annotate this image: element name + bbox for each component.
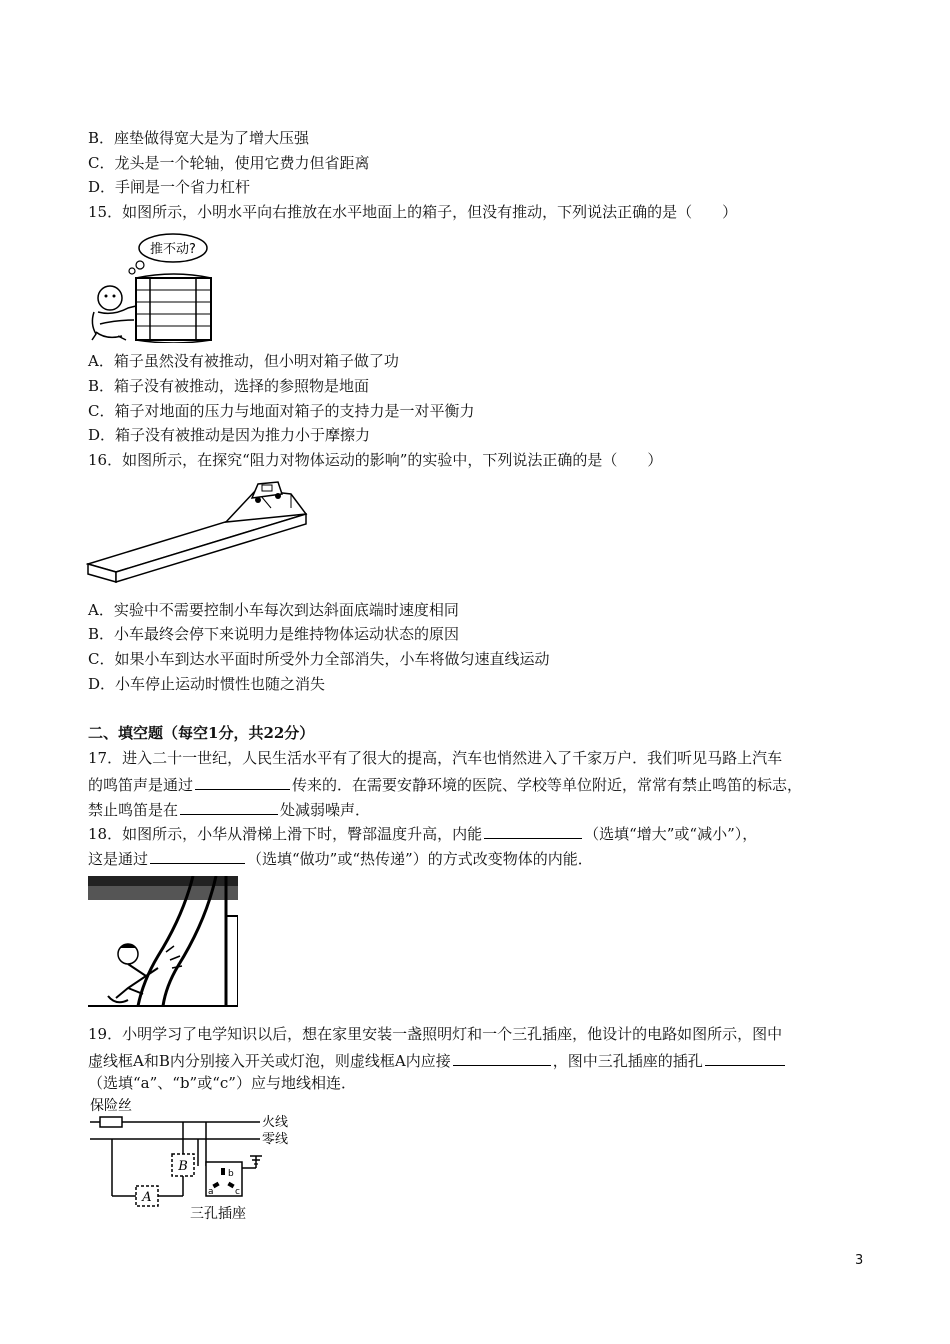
q17-line2-text-b: 传来的．在需要安静环境的医院、学校等单位附近，常常有禁止鸣笛的标志， [292, 776, 803, 794]
q14-option-d: D．手闸是一个省力杠杆 [88, 178, 251, 196]
q19-circuit-figure [88, 1096, 303, 1224]
q15-option-a: A．箱子虽然没有被推动，但小明对箱子做了功 [88, 352, 399, 370]
socket-label: 三孔插座 [190, 1206, 246, 1222]
q19-line2-text-b: ，图中三孔插座的插孔 [552, 1052, 703, 1070]
q16-option-b: B．小车最终会停下来说明力是维持物体运动状态的原因 [88, 625, 460, 643]
q18-line2-text-a: 这是通过 [88, 850, 149, 868]
fuse-label: 保险丝 [90, 1098, 132, 1114]
q15-box-push-figure [88, 228, 223, 343]
q16-stem: 16．如图所示，在探究“阻力对物体运动的影响”的实验中，下列说法正确的是（ ） [88, 451, 663, 469]
q18-line1 [88, 822, 757, 844]
q19-line2 [88, 1049, 787, 1071]
q15-stem: 15．如图所示，小明水平向右推放在水平地面上的箱子，但没有推动，下列说法正确的是（ ） [88, 203, 738, 221]
q18-blank-1[interactable] [484, 822, 582, 839]
q18-line1-text-b: （选填“增大”或“减小”）， [584, 825, 758, 843]
fuse [100, 1117, 122, 1127]
q14-option-c: C．龙头是一个轮轴，使用它费力但省距离 [88, 154, 370, 172]
q17-line2 [88, 773, 802, 795]
q14-option-b: B．座垫做得宽大是为了增大压强 [88, 129, 310, 147]
svg-text:B: B [178, 1159, 188, 1174]
child-sliding [108, 944, 182, 1002]
q15-option-d: D．箱子没有被推动是因为推力小于摩擦力 [88, 426, 371, 444]
q17-line3-text-a: 禁止鸣笛是在 [88, 801, 179, 819]
q15-option-b: B．箱子没有被推动，选择的参照物是地面 [88, 377, 370, 395]
q17-line2-text-a: 的鸣笛声是通过 [88, 776, 194, 794]
bubble-text: 推不动? [150, 242, 196, 257]
q17-line3-text-b: 处减弱噪声． [280, 801, 371, 819]
q19-blank-2[interactable] [705, 1049, 785, 1066]
svg-text:c: c [235, 1187, 240, 1197]
q19-line1: 19．小明学习了电学知识以后，想在家里安装一盏照明灯和一个三孔插座，他设计的电路如图所示，图中 [88, 1025, 783, 1043]
q16-ramp-figure [86, 476, 308, 591]
neutral-wire-label: 零线 [262, 1132, 289, 1147]
q18-slide-figure [88, 876, 238, 1016]
boy-head [98, 286, 122, 310]
section-title-fill-in: 二、填空题（每空1分，共22分） [88, 724, 315, 742]
q16-option-c: C．如果小车到达水平面时所受外力全部消失，小车将做匀速直线运动 [88, 650, 550, 668]
q17-line1: 17．进入二十一世纪，人民生活水平有了很大的提高，汽车也悄然进入了千家万户．我们听见马路上汽车 [88, 749, 783, 767]
q18-blank-2[interactable] [150, 847, 245, 864]
q18-line2-text-b: （选填“做功”或“热传递”）的方式改变物体的内能． [247, 850, 593, 868]
q17-blank-2[interactable] [180, 798, 278, 815]
svg-text:a: a [208, 1187, 214, 1197]
q19-line2-text-a: 虚线框A和B内分别接入开关或灯泡，则虚线框A内应接 [88, 1052, 451, 1070]
crate [136, 278, 211, 340]
svg-text:A: A [142, 1190, 152, 1205]
svg-text:b: b [228, 1169, 234, 1179]
q16-option-d: D．小车停止运动时惯性也随之消失 [88, 675, 326, 693]
q19-line3: （选填“a”、“b”或“c”）应与地线相连． [88, 1074, 356, 1092]
q17-blank-1[interactable] [195, 773, 290, 790]
q15-option-c: C．箱子对地面的压力与地面对箱子的支持力是一对平衡力 [88, 402, 475, 420]
page-number: 3 [855, 1253, 864, 1268]
q16-option-a: A．实验中不需要控制小车每次到达斜面底端时速度相同 [88, 601, 459, 619]
live-wire-label: 火线 [262, 1115, 289, 1130]
q17-line3 [88, 798, 370, 820]
q19-blank-1[interactable] [453, 1049, 551, 1066]
q18-line2 [88, 847, 593, 869]
q18-line1-text-a: 18．如图所示，小华从滑梯上滑下时，臀部温度升高，内能 [88, 825, 483, 843]
